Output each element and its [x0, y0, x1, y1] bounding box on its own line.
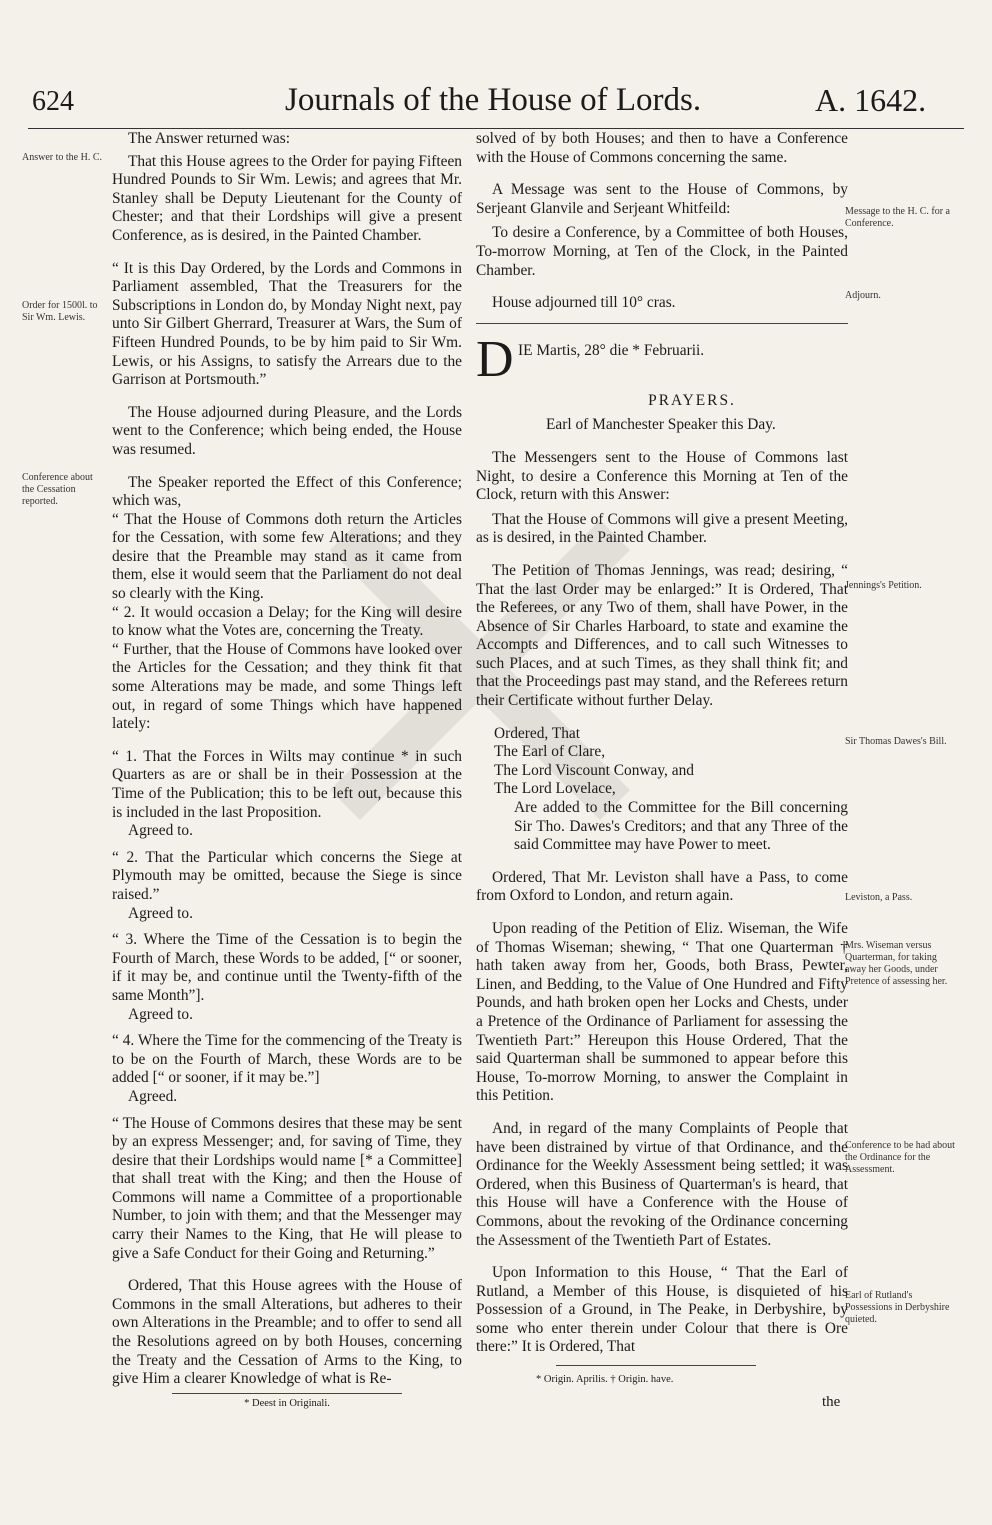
margin-note-jennings: Jennings's Petition. — [845, 580, 922, 591]
margin-note-rutland: Earl of Rutland's Possessions in Derbyshire quieted. — [845, 1290, 950, 1325]
margin-note-wiseman: Mrs. Wiseman versus Quarterman, for taking away her Goods, under Pretence of assessing her. — [845, 940, 948, 987]
margin-note-leviston: Leviston, a Pass. — [845, 892, 913, 903]
margin-note-conference: Conference about the Cessation reported. — [22, 472, 93, 507]
paragraph: Upon Information to this House, “ That the Earl of Rutland, a Member of this House, is disquieted of his Possession of a Ground, in The Peake, in Derbyshire, by some who enter therein under Colour that there is Ore there:” It is Ordered, That — [476, 1264, 848, 1356]
left-column — [112, 130, 462, 1410]
quoted-paragraph: “ 1. That the Forces in Wilts may continue * in such Quarters as are or shall be in their Possession at the Time of the Publication; this to be left out, because this is included in the last Proposition. — [112, 747, 462, 821]
paragraph: Ordered, That Mr. Leviston shall have a Pass, to come from Oxford to London, and return again. — [476, 868, 848, 905]
footnote: * Origin. Aprilis. † Origin. have. — [536, 1374, 674, 1386]
paragraph: That the House of Commons will give a present Meeting, as is desired, in the Painted Chamber. — [476, 510, 848, 547]
margin-note-order: Order for 1500l. to Sir Wm. Lewis. — [22, 300, 98, 323]
quoted-order: “ It is this Day Ordered, by the Lords and Commons in Parliament assembled, That the Treasurers for the Subscriptions in London do, by Monday Night next, pay unto Sir Gilbert Gherrard, Treasurer at Wars, the Sum of Fifteen Hundred Pounds, to be by him paid to Sir Wm. Lewis, or his Assigns, to satisfy the Arrears due to the Garrison at Portsmouth.” — [112, 259, 462, 389]
drop-cap: D — [476, 330, 514, 388]
margin-note-adjourn: Adjourn. — [845, 290, 881, 301]
margin-note-answer: Answer to the H. C. — [22, 152, 102, 163]
footnote-rule — [556, 1365, 756, 1366]
header-rule — [28, 128, 964, 129]
quoted-paragraph: “ 2. That the Particular which concerns the Siege at Plymouth may be omitted, because the Siege is since raised.” — [112, 848, 462, 903]
paragraph: Are added to the Committee for the Bill concerning Sir Tho. Dawes's Creditors; and that any Three of the said Committee may have Power to meet. — [514, 799, 848, 854]
section-rule — [476, 323, 848, 324]
paragraph: A Message was sent to the House of Commons, by Serjeant Glanvile and Serjeant Whitfeild: — [476, 181, 848, 217]
day-heading-text: IE Martis, 28° die * Februarii. — [518, 341, 705, 359]
speaker-line: Earl of Manchester Speaker this Day. — [546, 416, 776, 434]
agreed-note: Agreed to. — [128, 822, 193, 840]
paragraph: The House adjourned during Pleasure, and the Lords went to the Conference; which being ended, the House was resumed. — [112, 403, 462, 458]
quoted-paragraph: “ The House of Commons desires that these may be sent by an express Messenger; and, for saving of Time, they desire that their Lordships would name [* a Committee] that shall treat with the King; and then the House of Commons will name a Committee of a proportionable Number, to join with them; and that the Messenger may carry their Names to the King, that He will please to give a Safe Conduct for their Going and Returning.” — [112, 1114, 462, 1262]
committee-member: The Lord Viscount Conway, and — [494, 761, 694, 779]
paragraph: And, in regard of the many Complaints of People that have been distrained by virtue of that Ordinance, and the Ordinance for the Weekly Assessment being settled; it was Ordered, when this Business of Quarterman's is heard, that this House will have a Conference with the House of Commons, about the revoking of the Ordinance concerning the Assessment of the Twentieth Part of Estates. — [476, 1119, 848, 1249]
paragraph: The Petition of Thomas Jennings, was read; desiring, “ That the last Order may be enlarged:” It is Ordered, That the Referees, or any Two of them, shall have Power, in the Absence of Sir Charles Harboard, to state and examine the Accompts and Differences, and to call such Witnesses to such Places, and at such Times, as they shall think fit; and that the Proceedings past may stand, and the Referees return their Certificate without further Delay. — [476, 561, 848, 710]
quoted-paragraph: “ 2. It would occasion a Delay; for the King will desire to know what the Votes are, concerning the Treaty. — [112, 603, 462, 640]
quoted-paragraph: “ 3. Where the Time of the Cessation is to begin the Fourth of March, these Words to be added, [“ or sooner, if it may be, and continue until the Twenty-fifth of the same Month”]. — [112, 931, 462, 1004]
year-heading: A. 1642. — [815, 82, 927, 118]
footnote: * Deest in Originali. — [244, 1397, 330, 1409]
quoted-paragraph: “ Further, that the House of Commons have looked over the Articles for the Cessation; and they think fit that some Alterations may be made, and some Things left out, in regard of some Things which have happened lately: — [112, 640, 462, 733]
paragraph: Upon reading of the Petition of Eliz. Wiseman, the Wife of Thomas Wiseman; shewing, “ That one Quarterman † hath taken away from her, Goods, both Brass, Pewter, Linen, and Bedding, to the Value of One Hundred and Fifty Pounds, and hath broken open her Locks and Chests, under a Pretence of the Ordinance of Parliament for assessing the Twentieth Part:” Hereupon this House Ordered, That the said Quarterman shall be summoned to appear before this House, To-morrow Morning, to answer the Complaint in this Petition. — [476, 920, 848, 1105]
day-heading — [476, 330, 848, 392]
agreed-note: Agreed. — [128, 1087, 178, 1105]
paragraph: Ordered, That this House agrees with the House of Commons in the small Alterations, but adheres to their own Alterations in the Preamble; and to offer to send all the Resolutions agreed on by both Houses, concerning the Treaty and the Cessation of Arms to the King, to give Him a clearer Knowledge of what is Re- — [112, 1277, 462, 1388]
paragraph: solved of by both Houses; and then to have a Conference with the House of Commons concerning the same. — [476, 130, 848, 166]
page-number: 624 — [32, 86, 74, 117]
paragraph: That this House agrees to the Order for paying Fifteen Hundred Pounds to Sir Wm. Lewis; and agrees that Mr. Stanley shall be Deputy Lieutenant for the County of Chester; and that their Lordships will give a present Conference, as is desired, in the Painted Chamber. — [112, 152, 462, 244]
committee-member: The Lord Lovelace, — [494, 780, 616, 798]
paragraph: The Answer returned was: — [128, 130, 290, 147]
right-column — [476, 130, 848, 1386]
margin-note-message: Message to the H. C. for a Conference. — [845, 206, 950, 229]
paragraph: To desire a Conference, by a Committee of both Houses, To-morrow Morning, at Ten of the Clock, in the Painted Chamber. — [476, 224, 848, 279]
quoted-paragraph: “ That the House of Commons doth return the Articles for the Cessation, with some few Alterations; and they desire that the Preamble may stand as it came from them, else it would seem that the Parliament do not deal so clearly with the King. — [112, 510, 462, 603]
paragraph: The Speaker reported the Effect of this Conference; which was, — [112, 473, 462, 510]
footnote-rule — [172, 1393, 402, 1394]
committee-member: The Earl of Clare, — [494, 743, 606, 761]
running-title: Journals of the House of Lords. — [285, 82, 702, 118]
prayers-heading: PRAYERS. — [648, 391, 736, 409]
adjournment: House adjourned till 10° cras. — [492, 294, 676, 312]
margin-note-dawes: Sir Thomas Dawes's Bill. — [845, 736, 947, 747]
quoted-paragraph: “ 4. Where the Time for the commencing of the Treaty is to be on the Fourth of March, these Words are to be added [“ or sooner, if it may be.”] — [112, 1032, 462, 1087]
margin-note-assessment: Conference to be had about the Ordinance for the Assessment. — [845, 1140, 955, 1175]
agreed-note: Agreed to. — [128, 1005, 193, 1023]
paragraph: The Messengers sent to the House of Commons last Night, to desire a Conference this Morning at Ten of the Clock, return with this Answer: — [476, 448, 848, 504]
ordered-heading: Ordered, That — [494, 724, 581, 742]
agreed-note: Agreed to. — [128, 904, 193, 922]
catchword: the — [822, 1394, 841, 1410]
